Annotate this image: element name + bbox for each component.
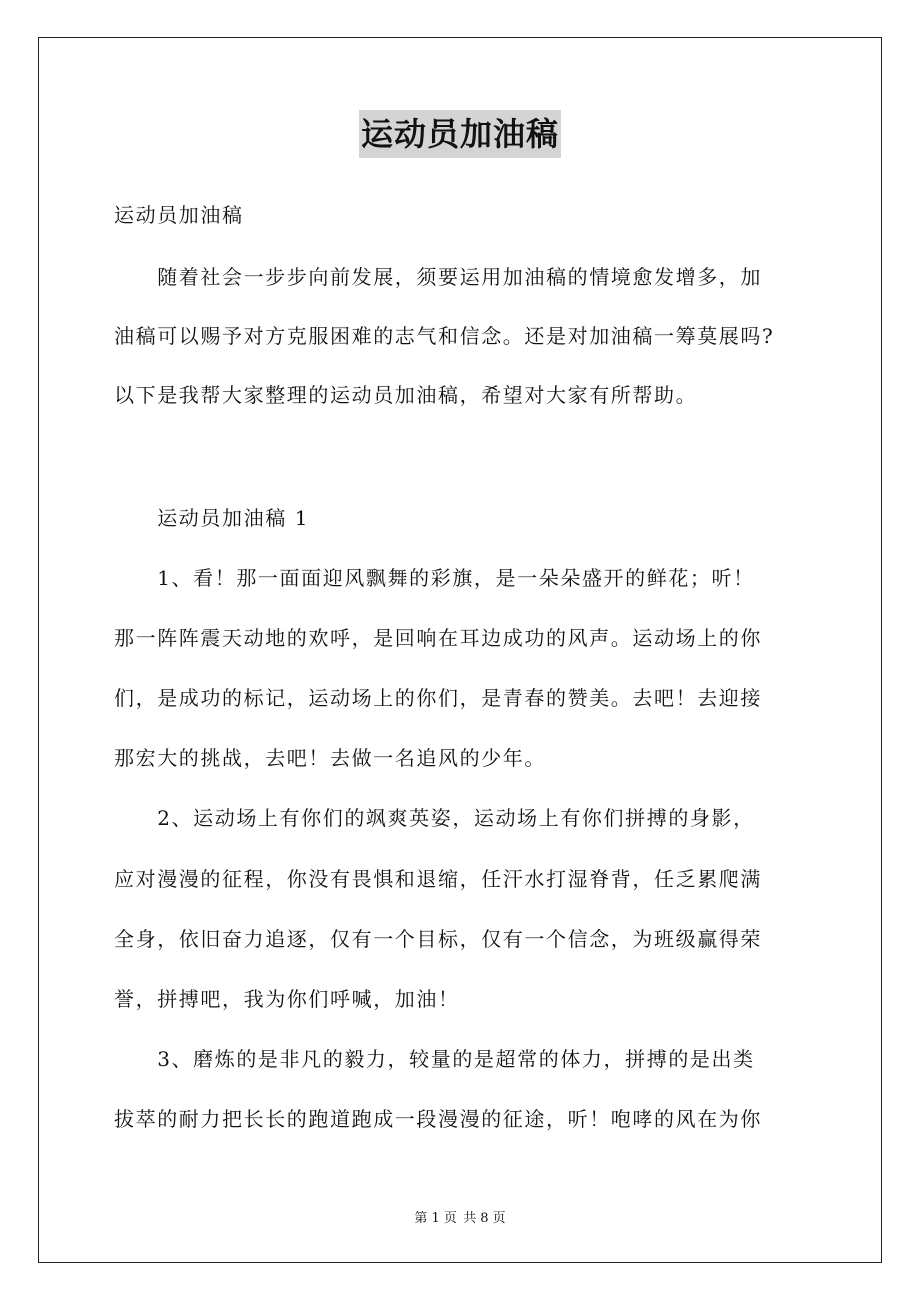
body-line: 誉，拼搏吧，我为你们呼喊，加油！: [114, 987, 460, 1011]
page-number: 第 1 页: [414, 1211, 457, 1226]
body-line: 随着社会一步步向前发展，须要运用加油稿的情境愈发增多，加: [114, 265, 762, 289]
body-line: 运动员加油稿: [114, 203, 244, 227]
body-line: 以下是我帮大家整理的运动员加油稿，希望对大家有所帮助。: [114, 383, 698, 407]
body-line: 全身，依旧奋力追逐，仅有一个目标，仅有一个信念，为班级赢得荣: [114, 927, 762, 951]
body-line: 那宏大的挑战，去吧！去做一名追风的少年。: [114, 746, 546, 770]
body-line: 那一阵阵震天动地的欢呼，是回响在耳边成功的风声。运动场上的你: [114, 626, 762, 650]
body-line: 们，是成功的标记，运动场上的你们，是青春的赞美。去吧！去迎接: [114, 686, 762, 710]
body-line: 3、磨炼的是非凡的毅力，较量的是超常的体力，拼搏的是出类: [114, 1047, 755, 1071]
body-line: 油稿可以赐予对方克服困难的志气和信念。还是对加油稿一筹莫展吗?: [114, 324, 775, 348]
title-container: [0, 110, 920, 158]
page-footer: [0, 1207, 920, 1226]
section-heading: 运动员加油稿 1: [114, 506, 310, 530]
body-line: 应对漫漫的征程，你没有畏惧和退缩，任汗水打湿脊背，任乏累爬满: [114, 867, 762, 891]
body-line: 1、看！那一面面迎风飘舞的彩旗，是一朵朵盛开的鲜花；听！: [114, 566, 755, 590]
document-title: 运动员加油稿: [359, 110, 561, 158]
body-line: 2、运动场上有你们的飒爽英姿，运动场上有你们拼搏的身影，: [114, 806, 755, 830]
body-line: 拔萃的耐力把长长的跑道跑成一段漫漫的征途，听！咆哮的风在为你: [114, 1107, 762, 1131]
page-total: 共 8 页: [463, 1211, 506, 1226]
